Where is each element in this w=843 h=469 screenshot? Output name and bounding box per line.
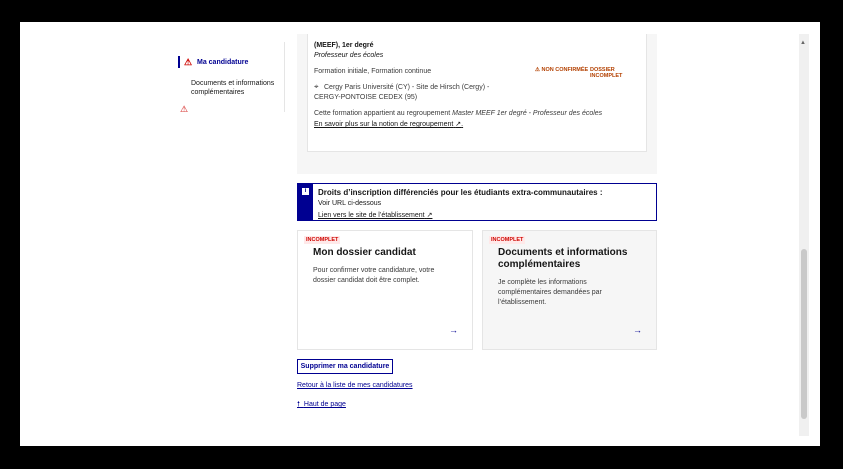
location-line: Cergy Paris Université (CY) - Site de Hirsch (Cergy) - xyxy=(324,84,490,91)
formation-title: (MEEF), 1er degré xyxy=(314,42,374,49)
incomplete-tag: INCOMPLET xyxy=(491,237,524,243)
dossier-badge: DOSSIER INCOMPLET xyxy=(590,67,623,79)
tile-mon-dossier-candidat[interactable] xyxy=(297,230,473,350)
regroupement-text: Cette formation appartient au regroupement Master MEEF 1er degré - Professeur des écoles xyxy=(314,110,603,117)
incomplete-tag: INCOMPLET xyxy=(306,237,339,243)
delete-candidature-button[interactable]: Supprimer ma candidature xyxy=(297,359,393,374)
tile-description: Pour confirmer votre candidature, votre dossier candidat doit être complet. xyxy=(313,267,435,284)
location-pin-icon: ⌖ xyxy=(314,82,319,91)
page-viewport xyxy=(32,34,809,436)
regroupement-row: En savoir plus sur la notion de regroupement ↗. xyxy=(314,121,464,128)
external-link-icon: ↗ xyxy=(426,212,433,219)
tile-documents-informations[interactable] xyxy=(482,230,657,350)
callout-title: Droits d’inscription différenciés pour les étudiants extra-communautaires : xyxy=(318,188,603,197)
sidebar-divider xyxy=(284,42,285,112)
arrow-right-icon[interactable]: → xyxy=(633,325,642,335)
scrollbar-thumb[interactable] xyxy=(801,249,807,419)
arrow-up-icon: 🠕 xyxy=(297,401,301,408)
arrow-right-icon[interactable]: → xyxy=(449,325,458,335)
regroupement-link[interactable]: En savoir plus sur la notion de regroupement xyxy=(314,121,454,128)
warning-icon: ⚠ xyxy=(184,56,193,67)
info-icon: i xyxy=(302,188,309,195)
tile-description: Je complète les informations complémentaires demandées par l’établissement. xyxy=(498,279,602,306)
sidebar-item-ma-candidature[interactable] xyxy=(178,56,285,68)
info-callout-bar xyxy=(298,184,313,220)
sidebar-item-label: Documents et informations complémentaires xyxy=(191,80,275,96)
info-callout xyxy=(297,183,657,221)
scrollbar[interactable] xyxy=(799,34,809,436)
callout-link-row xyxy=(318,211,432,219)
sidebar-nav xyxy=(178,56,285,114)
warning-icon: ⚠ xyxy=(180,104,189,114)
sidebar-item-documents[interactable] xyxy=(178,79,285,114)
formation-subtitle: Professeur des écoles xyxy=(314,52,384,59)
status-badge: ⚠ NON CONFIRMÉE xyxy=(535,67,589,73)
sidebar-item-label: Ma candidature xyxy=(197,58,249,66)
back-to-list-link[interactable]: Retour à la liste de mes candidatures xyxy=(297,382,413,389)
location-line: CERGY-PONTOISE CEDEX (95) xyxy=(314,94,418,101)
back-to-top-link[interactable]: 🠕 Haut de page xyxy=(297,401,346,408)
tile-title: Mon dossier candidat xyxy=(313,247,416,258)
formation-type: Formation initiale, Formation continue xyxy=(314,68,432,75)
callout-link[interactable]: Lien vers le site de l’établissement xyxy=(318,212,425,219)
formation-card xyxy=(307,34,647,152)
scroll-up-icon[interactable]: ▲ xyxy=(800,40,806,46)
tile-title: Documents et informations complémentaires xyxy=(498,247,628,270)
formation-card-container xyxy=(297,34,657,174)
callout-text: Voir URL ci-dessous xyxy=(318,200,382,207)
external-link-icon: ↗ xyxy=(455,121,462,128)
